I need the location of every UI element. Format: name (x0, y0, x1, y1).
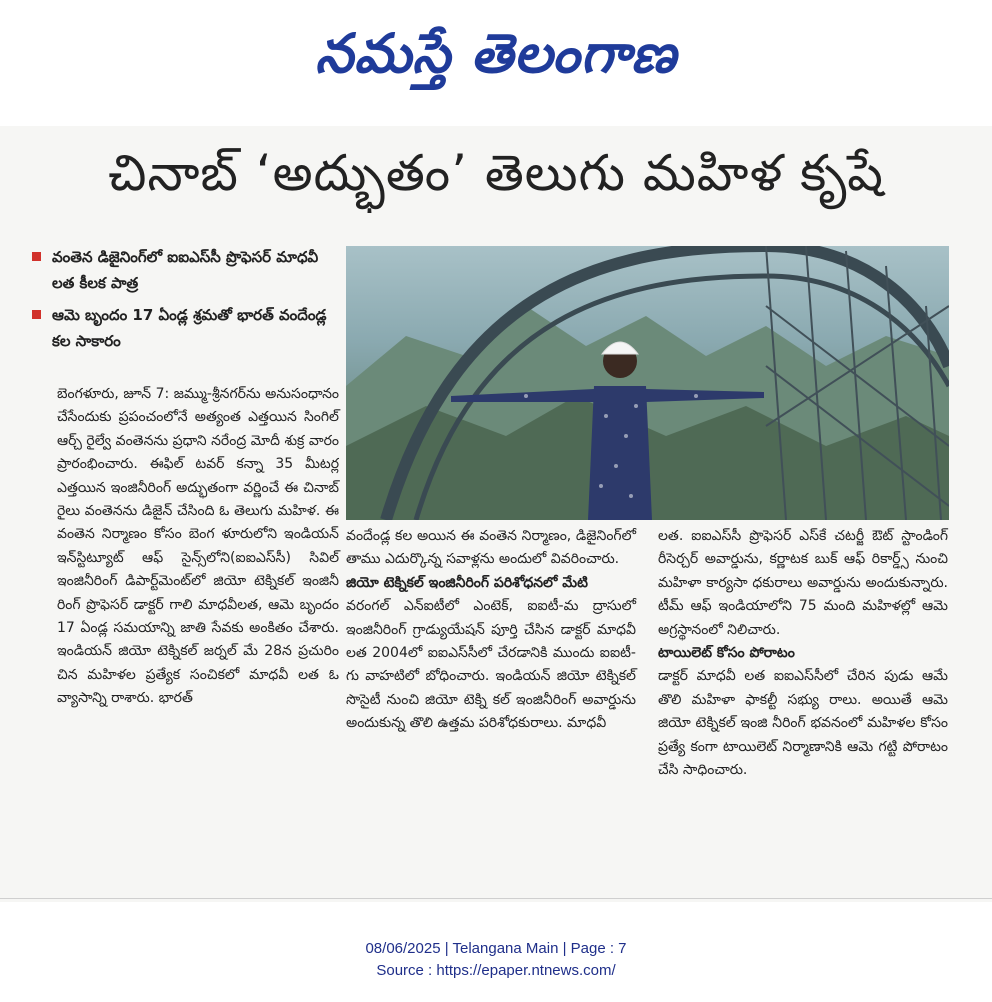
column-3-text-bottom: డాక్టర్ మాధవీ లత ఐఐఎస్‌సీలో చేరిన పుడు ఆమే తొలి మహిళా ఫాకల్టీ సభ్యు రాలు. అయితే ఆమె జియో టెక్నికల్ ఇంజి నీరింగ్ భవనంలో మహిళల కోసం ప్రత్యే కంగా టాయిలెట్ నిర్మాణానికి ఆమె గట్టి పోరాటం చేసి సాధించారు. (658, 668, 948, 779)
bullet-text: ఆమె బృందం 17 ఏండ్ల శ్రమతో భారత్ వందేండ్ల కల సాకారం (52, 306, 327, 350)
bullet-item (30, 244, 335, 296)
subheading-toilet: టాయిలెట్ కోసం పోరాటం (658, 645, 795, 662)
footer-date-page: 08/06/2025 | Telangana Main | Page : 7 (365, 940, 627, 957)
column-2-text-top: వందేండ్ల కల అయిన ఈ వంతెన నిర్మాణం, డిజైనింగ్‌లో తాము ఎదుర్కొన్న సవాళ్లను అందులో వివరించారు. (346, 528, 636, 568)
clipping-bottom-rule (0, 898, 992, 899)
newspaper-logo: నమస్తే తెలంగాణ (315, 21, 677, 85)
column-1-text: బెంగళూరు, జూన్ 7: జమ్ము-శ్రీనగర్‌ను అనుసంధానం చేసేందుకు ప్రపంచంలోనే అత్యంత ఎత్తయిన సింగిల్ ఆర్చ్ రైల్వే వంతెనను ప్రధాని నరేంద్ర మోదీ శుక్ర వారం ప్రారంభించారు. ఈఫిల్ టవర్ కన్నా 35 మీటర్ల ఎత్తయిన ఇంజినీరింగ్ అద్భుతంగా వర్ణించే ఈ చినాబ్ రైలు వంతెనను డిజైన్ చేసింది ఓ తెలుగు మహిళ. ఈ వంతెన నిర్మాణం కోసం బెంగ ళూరులోని ఇండియన్ ఇన్‌స్టిట్యూట్ ఆఫ్ సైన్స్‌లోని(ఐఐఎస్‌సీ) సివిల్ ఇంజినీరింగ్ డిపార్ట్‌మెంట్‌లో జియో టెక్నికల్ ఇంజినీ రింగ్ ప్రొఫెసర్ డాక్టర్ గాలి మాధవీలత, ఆమె బృందం 17 ఏండ్ల సమయాన్ని జాతి సేవకు అంకితం చేశారు. ఇండియన్ జియో టెక్నికల్ జర్నల్ మే 28న ప్రచురిం చిన మహిళల ప్రత్యేక సంచికలో మాధవీ లత ఓ వ్యాసాన్ని రాశారు. భారత్ (57, 386, 339, 707)
column-2-text-bottom: వరంగల్ ఎన్‌ఐటీలో ఎంటెక్, ఐఐటీ-మ ద్రాసులో ఇంజినీరింగ్ గ్రాడ్యుయేషన్ పూర్తి చేసిన డాక్టర్ మాధవీ లత 2004లో ఐఐఎస్‌సీలో చేరడానికి ముందు ఐఐటీ-గు వాహటిలో బోధించారు. ఇండియన్ జియో టెక్నికల్ సొసైటీ నుంచి జియో టెక్ని కల్ ఇంజినీరింగ్ అవార్డును అందుకున్న తొలి ఉత్తమ పరిశోధకురాలు. మాధవీ (346, 598, 636, 732)
bullet-square-icon (32, 310, 41, 319)
bullet-square-icon (32, 252, 41, 261)
bullet-points (30, 244, 335, 360)
article-headline: చినాబ్ ‘అద్భుతం’ తెలుగు మహిళ కృషే (108, 144, 884, 202)
bridge-illustration (346, 246, 949, 520)
column-3-text-top: లత. ఐఐఎస్‌సీ ప్రొఫెసర్ ఎస్‌కే చటర్జీ ఔట్ స్టాండింగ్ రీసెర్చర్ అవార్డును, కర్ణాటక బుక్ ఆఫ్ రికార్డ్స్ నుంచి మహిళా కార్యసా ధకురాలు అవార్డును అందుకున్నారు. టీమ్ ఆఫ్ ఇండియాలోని 75 మంది మహిళల్లో ఆమె అగ్రస్థానంలో నిలిచారు. (658, 528, 948, 638)
bullet-text: వంతెన డిజైనింగ్‌లో ఐఐఎస్‌సీ ప్రొఫెసర్ మాధవీ లత కీలక పాత్ర (52, 248, 319, 292)
page-footer (0, 938, 992, 982)
bullet-item (30, 302, 335, 354)
article-column-1 (57, 383, 339, 711)
bridge-photo (346, 246, 949, 520)
article-column-3 (658, 525, 948, 782)
masthead (0, 0, 992, 120)
news-clipping (0, 126, 992, 902)
subheading-research: జియో టెక్నికల్ ఇంజినీరింగ్ పరిశోధనలో మేటి (346, 574, 588, 591)
footer-source: Source : https://epaper.ntnews.com/ (376, 962, 616, 979)
article-column-2 (346, 525, 636, 736)
